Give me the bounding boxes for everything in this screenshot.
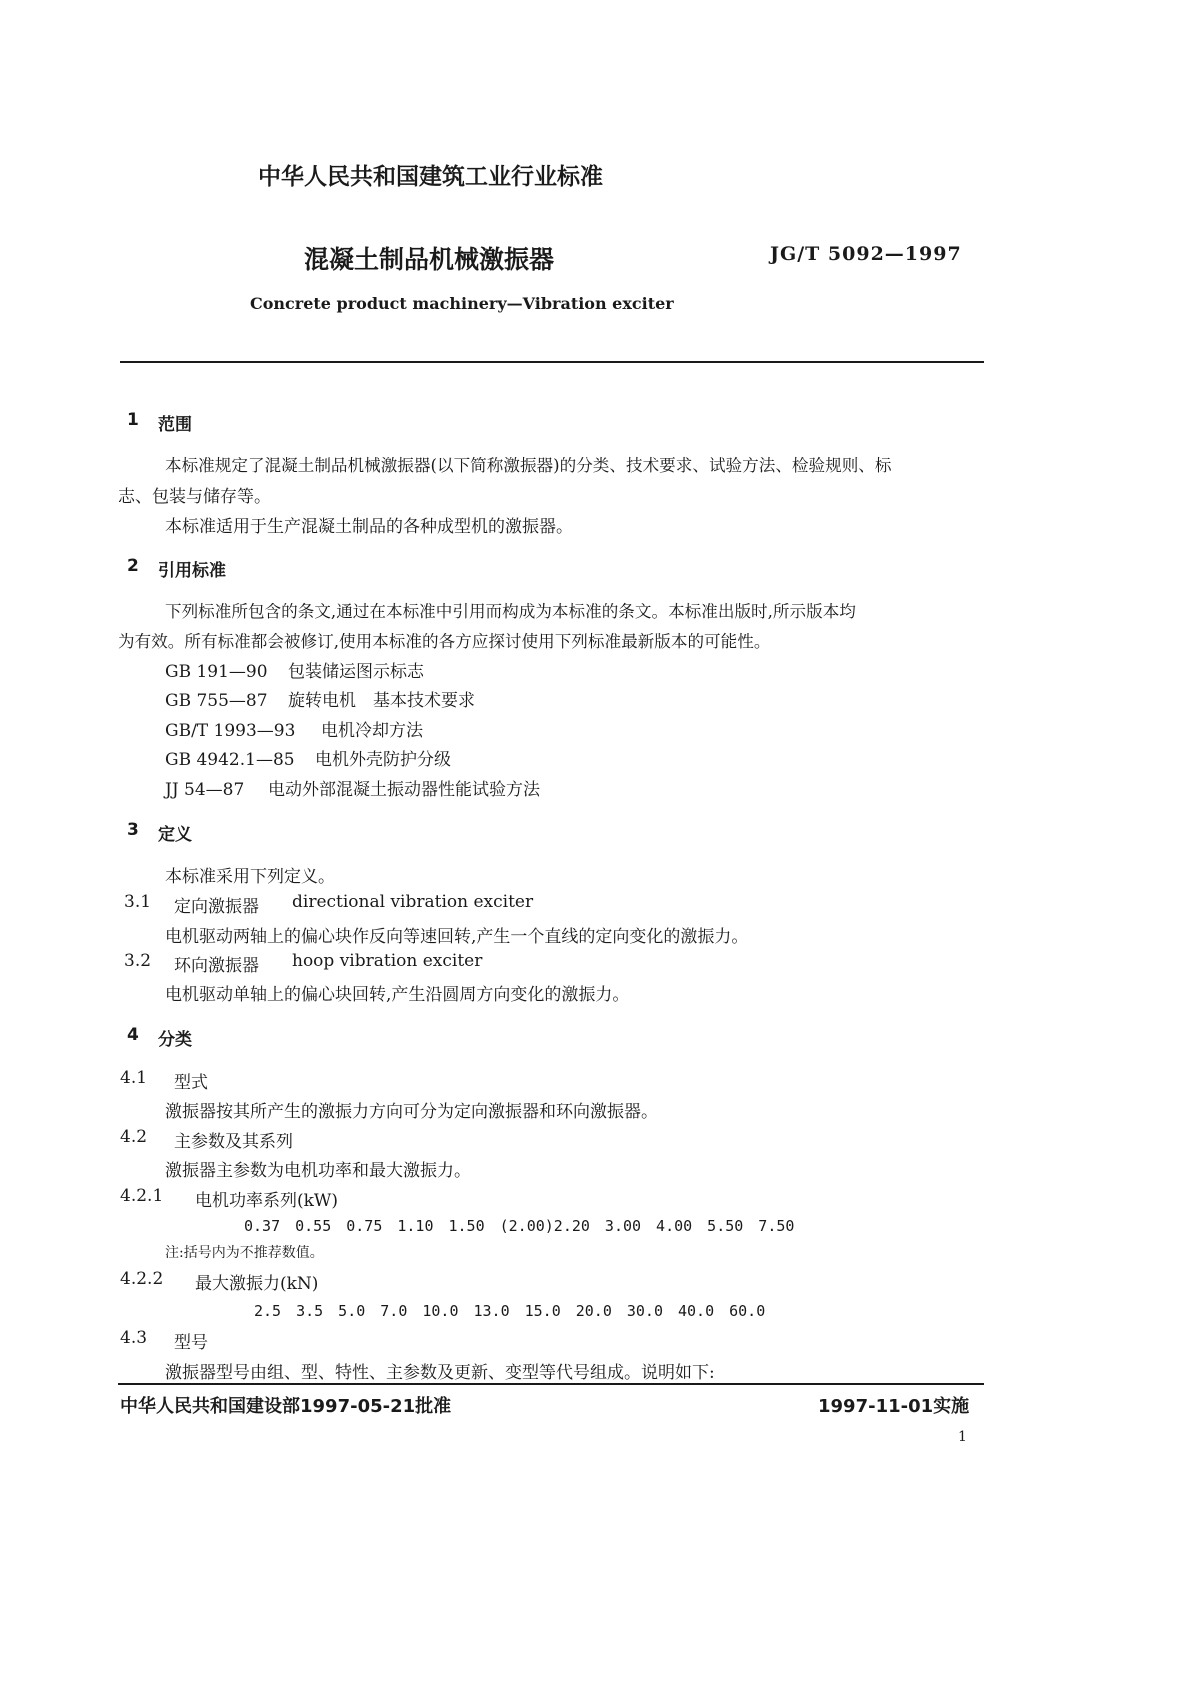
- subsection-4-2-number: 4.2: [120, 1127, 148, 1147]
- section-3-intro: 本标准采用下列定义。: [165, 867, 335, 887]
- definition-3-2-term: 环向激振器: [174, 956, 259, 976]
- reference-code: JJ 54—87: [165, 780, 245, 800]
- subsection-4-2-text: 激振器主参数为电机功率和最大激振力。: [165, 1161, 471, 1181]
- section-4-number: 4: [127, 1025, 139, 1045]
- definition-3-2-english: hoop vibration exciter: [292, 951, 483, 971]
- reference-code: GB/T 1993—93: [165, 721, 296, 741]
- section-1-number: 1: [127, 410, 139, 430]
- implementation-date: 1997-11-01实施: [818, 1396, 970, 1417]
- motor-power-series: 0.37 0.55 0.75 1.10 1.50 (2.00)2.20 3.00 4.00 5.50 7.50: [244, 1217, 795, 1235]
- section-1-paragraph-1: 本标准规定了混凝土制品机械激振器(以下简称激振器)的分类、技术要求、试验方法、检验规则、标: [165, 456, 892, 475]
- section-1-paragraph-2: 本标准适用于生产混凝土制品的各种成型机的激振器。: [165, 517, 573, 537]
- issuing-org: 中华人民共和国建筑工业行业标准: [258, 164, 603, 190]
- reference-name: 电机外壳防护分级: [315, 750, 451, 770]
- reference-name: 旋转电机 基本技术要求: [288, 691, 475, 711]
- definition-3-1-number: 3.1: [124, 892, 152, 912]
- definition-3-1-term: 定向激振器: [174, 897, 259, 917]
- reference-code: GB 4942.1—85: [165, 750, 295, 770]
- reference-item: [165, 775, 540, 800]
- reference-item: [165, 745, 451, 770]
- section-2-paragraph-1: 下列标准所包含的条文,通过在本标准中引用而构成为本标准的条文。本标准出版时,所示版本均: [165, 602, 856, 621]
- subsection-4-3-title: 型号: [174, 1333, 208, 1353]
- subsection-4-2-1-number: 4.2.1: [120, 1186, 164, 1206]
- definition-3-2-number: 3.2: [124, 951, 152, 971]
- subsection-4-2-title: 主参数及其系列: [174, 1132, 293, 1152]
- page-number: 1: [958, 1429, 967, 1445]
- document-title: 混凝土制品机械激振器: [304, 245, 555, 274]
- subsection-4-3-text: 激振器型号由组、型、特性、主参数及更新、变型等代号组成。说明如下:: [165, 1363, 715, 1383]
- reference-name: 电动外部混凝土振动器性能试验方法: [268, 780, 540, 800]
- section-4-title: 分类: [158, 1030, 192, 1050]
- footer-rule: [118, 1383, 984, 1385]
- subsection-4-2-1-title: 电机功率系列(kW): [195, 1191, 339, 1211]
- reference-name: 电机冷却方法: [321, 721, 423, 741]
- max-exciting-force-series: 2.5 3.5 5.0 7.0 10.0 13.0 15.0 20.0 30.0 40.0 60.0: [254, 1302, 766, 1320]
- definition-3-2-text: 电机驱动单轴上的偏心块回转,产生沿圆周方向变化的激振力。: [165, 985, 630, 1005]
- reference-item: [165, 686, 475, 711]
- definition-3-1-text: 电机驱动两轴上的偏心块作反向等速回转,产生一个直线的定向变化的激振力。: [165, 927, 749, 947]
- section-2-paragraph-1-cont: 为有效。所有标准都会被修订,使用本标准的各方应探讨使用下列标准最新版本的可能性。: [118, 632, 771, 651]
- english-title: Concrete product machinery—Vibration exciter: [250, 294, 674, 313]
- reference-code: GB 191—90: [165, 662, 268, 682]
- header-rule: [120, 361, 984, 363]
- subsection-4-1-number: 4.1: [120, 1068, 148, 1088]
- motor-power-note: 注:括号内为不推荐数值。: [165, 1245, 324, 1261]
- approval-statement: 中华人民共和国建设部1997-05-21批准: [120, 1396, 452, 1417]
- section-1-paragraph-1-cont: 志、包装与储存等。: [118, 487, 271, 507]
- section-2-title: 引用标准: [158, 561, 226, 581]
- reference-code: GB 755—87: [165, 691, 268, 711]
- standard-number: JG/T 5092—1997: [770, 243, 962, 265]
- section-2-number: 2: [127, 556, 139, 576]
- section-1-title: 范围: [158, 415, 192, 435]
- reference-item: [165, 657, 424, 682]
- definition-3-1-english: directional vibration exciter: [292, 892, 534, 912]
- subsection-4-2-2-number: 4.2.2: [120, 1269, 164, 1289]
- subsection-4-2-2-title: 最大激振力(kN): [195, 1274, 319, 1294]
- reference-item: [165, 716, 423, 741]
- section-3-title: 定义: [158, 825, 192, 845]
- subsection-4-1-title: 型式: [174, 1073, 208, 1093]
- subsection-4-1-text: 激振器按其所产生的激振力方向可分为定向激振器和环向激振器。: [165, 1102, 658, 1122]
- subsection-4-3-number: 4.3: [120, 1328, 148, 1348]
- reference-name: 包装储运图示标志: [288, 662, 424, 682]
- section-3-number: 3: [127, 820, 139, 840]
